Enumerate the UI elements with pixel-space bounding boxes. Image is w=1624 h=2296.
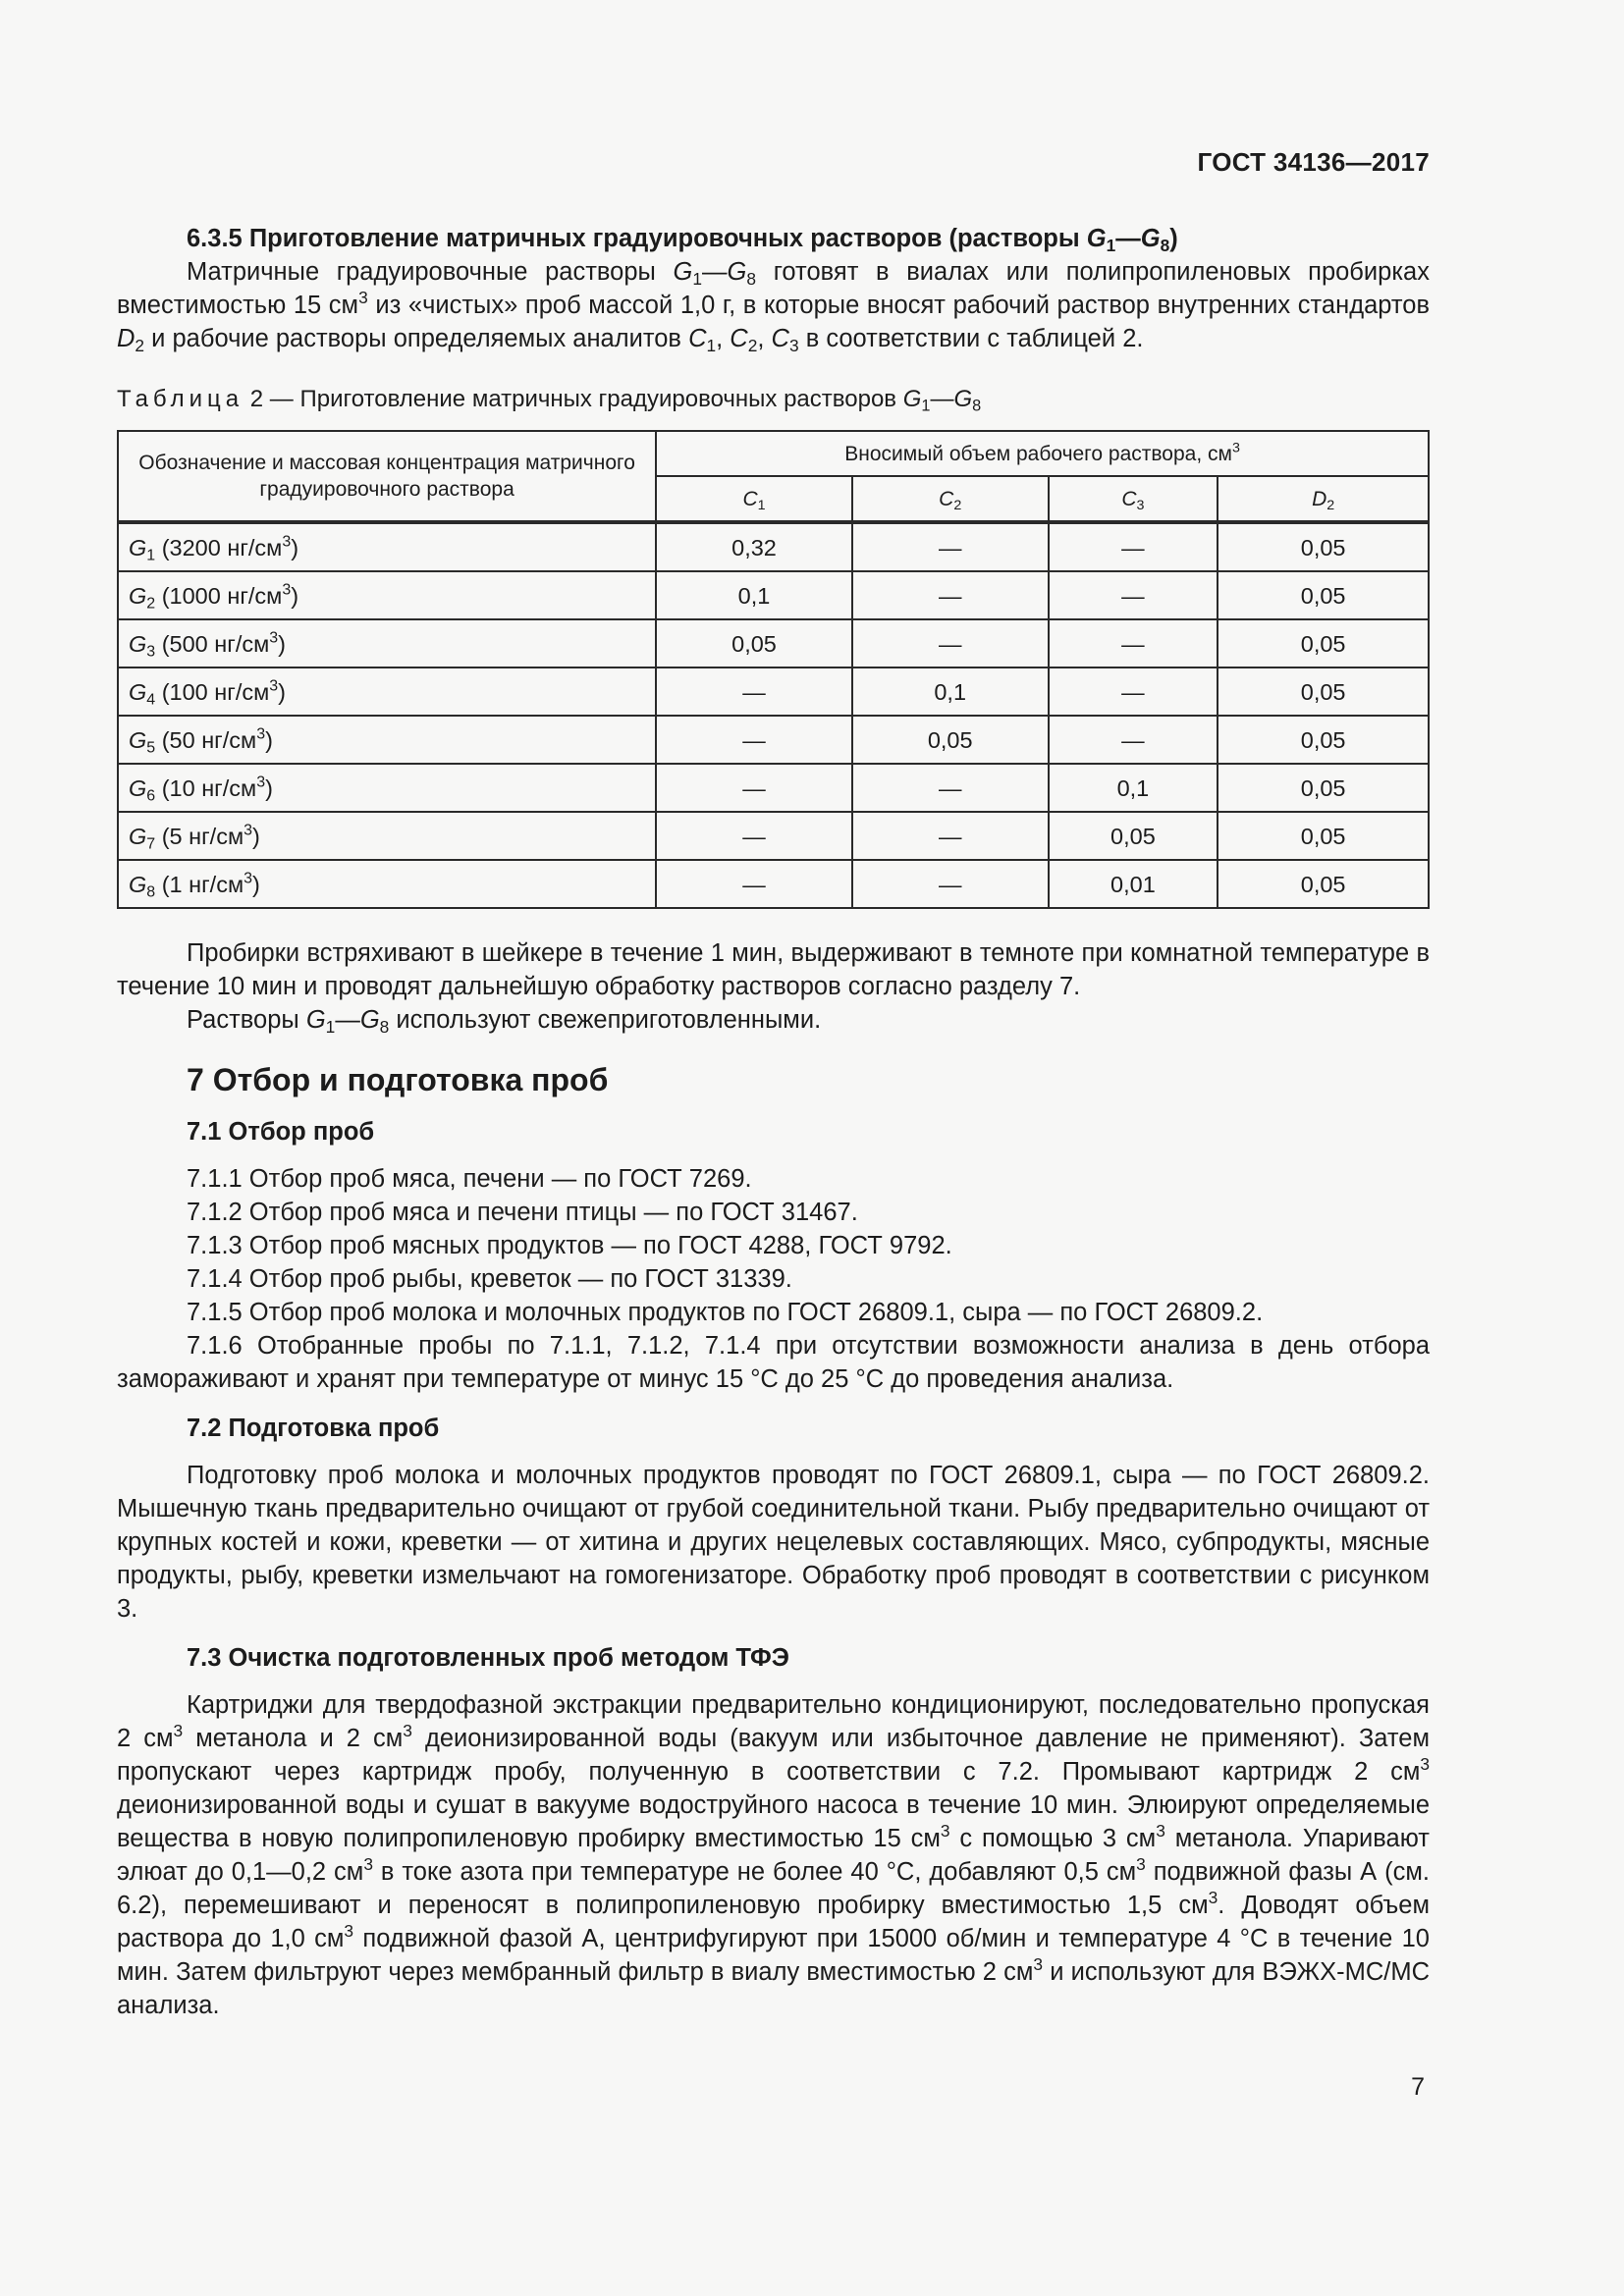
table-row: [118, 571, 1429, 619]
table-header-volume: Вносимый объем рабочего раствора, $см^3$: [656, 431, 1429, 476]
list-item: 7.1.6 Отобранные пробы по 7.1.1, 7.1.2, 7.1.4 при отсутствии возможности анализа в день отбора замораживают и хранят при температуре от минус 15 °С до 25 °С до проведения анализа.: [117, 1332, 1430, 1393]
cell-designation: $G_2$ (1000 $нг/см^3$): [118, 571, 656, 619]
cell-designation: $G_6$ (10 $нг/см^3$): [118, 764, 656, 812]
cell-c1: —: [656, 667, 852, 716]
cell-c1: —: [656, 812, 852, 860]
table-caption: Таблица 2 — Приготовление матричных градуировочных растворов $G_1—G_8$: [117, 386, 982, 415]
cell-c1: —: [656, 716, 852, 764]
table-row: [118, 619, 1429, 667]
cell-designation: $G_7$ (5 $нг/см^3$): [118, 812, 656, 860]
cell-c2: —: [852, 619, 1049, 667]
col-header-c3: $C_3$: [1049, 476, 1218, 522]
col-header-c2: $C_2$: [852, 476, 1049, 522]
cell-d2: 0,05: [1218, 860, 1429, 908]
cell-c2: —: [852, 571, 1049, 619]
cell-d2: 0,05: [1218, 667, 1429, 716]
cell-d2: 0,05: [1218, 812, 1429, 860]
cell-c2: 0,05: [852, 716, 1049, 764]
section-7-2-paragraph: Подготовку проб молока и молочных продуктов проводят по ГОСТ 26809.1, сыра — по ГОСТ 26809.2. Мышечную ткань предварительно очищают от грубой соединительной ткани. Рыбу предварительно очищают от крупных костей и кожи, креветки — от хитина и других нецелевых составляющих. Мясо, субпродукты, мясные продукты, рыбу, креветки измельчают на гомогенизаторе. Обработку проб проводят в соответствии с рисунком 3.: [117, 1462, 1430, 1623]
cell-d2: 0,05: [1218, 716, 1429, 764]
cell-c2: —: [852, 812, 1049, 860]
table-header-designation: Обозначение и массовая концентрация матричного градуировочного раствора: [118, 431, 656, 522]
table-row: [118, 667, 1429, 716]
cell-c3: —: [1049, 522, 1218, 571]
table-row: [118, 812, 1429, 860]
page-number: 7: [1411, 2073, 1425, 2101]
list-item: 7.1.1 Отбор проб мяса, печени — по ГОСТ 7269.: [187, 1165, 752, 1193]
cell-c2: —: [852, 764, 1049, 812]
section-6-3-5-paragraph: Матричные градуировочные растворы $G_1—G_8$ готовят в виалах или полипропиленовых пробирках вместимостью 15 $см^3$ из «чистых» проб массой 1,0 г, в которые вносят рабочий раствор внутренних стандартов $D_2$ и рабочие растворы определяемых аналитов $C_1$, $C_2$, $C_3$ в соответствии с таблицей 2.: [117, 258, 1430, 355]
cell-c1: —: [656, 860, 852, 908]
cell-c3: 0,1: [1049, 764, 1218, 812]
cell-c3: 0,05: [1049, 812, 1218, 860]
cell-c2: —: [852, 860, 1049, 908]
cell-designation: $G_4$ (100 $нг/см^3$): [118, 667, 656, 716]
col-header-d2: $D_2$: [1218, 476, 1429, 522]
cell-c3: —: [1049, 571, 1218, 619]
table-2: [117, 430, 1430, 909]
table-row: [118, 716, 1429, 764]
cell-c2: —: [852, 522, 1049, 571]
cell-c2: 0,1: [852, 667, 1049, 716]
page-content: [117, 222, 1430, 2022]
section-6-3-5-heading: 6.3.5 Приготовление матричных градуировочных растворов (растворы $G_1—G_8$): [187, 225, 1178, 255]
table-row: [118, 860, 1429, 908]
cell-designation: $G_8$ (1 $нг/см^3$): [118, 860, 656, 908]
cell-c1: 0,05: [656, 619, 852, 667]
section-7-3-heading: 7.3 Очистка подготовленных проб методом ТФЭ: [187, 1644, 789, 1672]
cell-designation: $G_1$ (3200 $нг/см^3$): [118, 522, 656, 571]
section-number: 6.3.5: [187, 225, 243, 252]
section-7-1-heading: 7.1 Отбор проб: [187, 1118, 375, 1146]
cell-designation: $G_5$ (50 $нг/см^3$): [118, 716, 656, 764]
list-item: 7.1.4 Отбор проб рыбы, креветок — по ГОСТ 31339.: [187, 1265, 792, 1293]
col-header-c1: $C_1$: [656, 476, 852, 522]
cell-c3: 0,01: [1049, 860, 1218, 908]
cell-c3: —: [1049, 619, 1218, 667]
section-7-2-heading: 7.2 Подготовка проб: [187, 1415, 440, 1442]
list-item: 7.1.2 Отбор проб мяса и печени птицы — по ГОСТ 31467.: [187, 1199, 858, 1226]
cell-c1: —: [656, 764, 852, 812]
cell-c3: —: [1049, 667, 1218, 716]
cell-d2: 0,05: [1218, 764, 1429, 812]
cell-d2: 0,05: [1218, 522, 1429, 571]
cell-c1: 0,1: [656, 571, 852, 619]
section-7-1-list: [117, 1162, 1430, 1396]
paragraph-shaking: Пробирки встряхивают в шейкере в течение 1 мин, выдерживают в темноте при комнатной температуре в течение 10 мин и проводят дальнейшую обработку растворов согласно разделу 7.: [117, 939, 1430, 1000]
cell-d2: 0,05: [1218, 571, 1429, 619]
paragraph-fresh: Растворы $G_1—G_8$ используют свежеприготовленными.: [187, 1006, 822, 1037]
list-item: 7.1.5 Отбор проб молока и молочных продуктов по ГОСТ 26809.1, сыра — по ГОСТ 26809.2.: [187, 1299, 1264, 1326]
table-row: [118, 522, 1429, 571]
section-7-heading: 7 Отбор и подготовка проб: [187, 1062, 609, 1097]
standard-header: ГОСТ 34136—2017: [1197, 147, 1430, 177]
cell-d2: 0,05: [1218, 619, 1429, 667]
table-row: [118, 764, 1429, 812]
list-item: 7.1.3 Отбор проб мясных продуктов — по ГОСТ 4288, ГОСТ 9792.: [187, 1232, 952, 1259]
section-title: Приготовление матричных градуировочных растворов (растворы: [248, 225, 1080, 252]
section-7-3-paragraph: Картриджи для твердофазной экстракции предварительно кондиционируют, последовательно пропуская 2 $см^3$ метанола и 2 $см^3$ деионизированной воды (вакуум или избыточное давление не применяют). Затем пропускают через картридж пробу, полученную в соответствии с 7.2. Промывают картридж 2 $см^3$ деионизированной воды и сушат в вакууме водоструйного насоса в течение 10 мин. Элюируют определяемые вещества в новую полипропиленовую пробирку вместимостью 15 $см^3$ с помощью 3 $см^3$ метанола. Упаривают элюат до 0,1—0,2 $см^3$ в токе азота при температуре не более 40 °С, добавляют 0,5 $см^3$ подвижной фазы А (см. 6.2), перемешивают и переносят в полипропиленовую пробирку вместимостью 1,5 $см^3$. Доводят объем раствора до 1,0 $см^3$ подвижной фазой А, центрифугируют при 15000 об/мин и температуре 4 °С в течение 10 мин. Затем фильтруют через мембранный фильтр в виалу вместимостью 2 $см^3$ и используют для ВЭЖХ-МС/МС анализа.: [117, 1691, 1430, 2019]
cell-c1: 0,32: [656, 522, 852, 571]
cell-c3: —: [1049, 716, 1218, 764]
cell-designation: $G_3$ (500 $нг/см^3$): [118, 619, 656, 667]
